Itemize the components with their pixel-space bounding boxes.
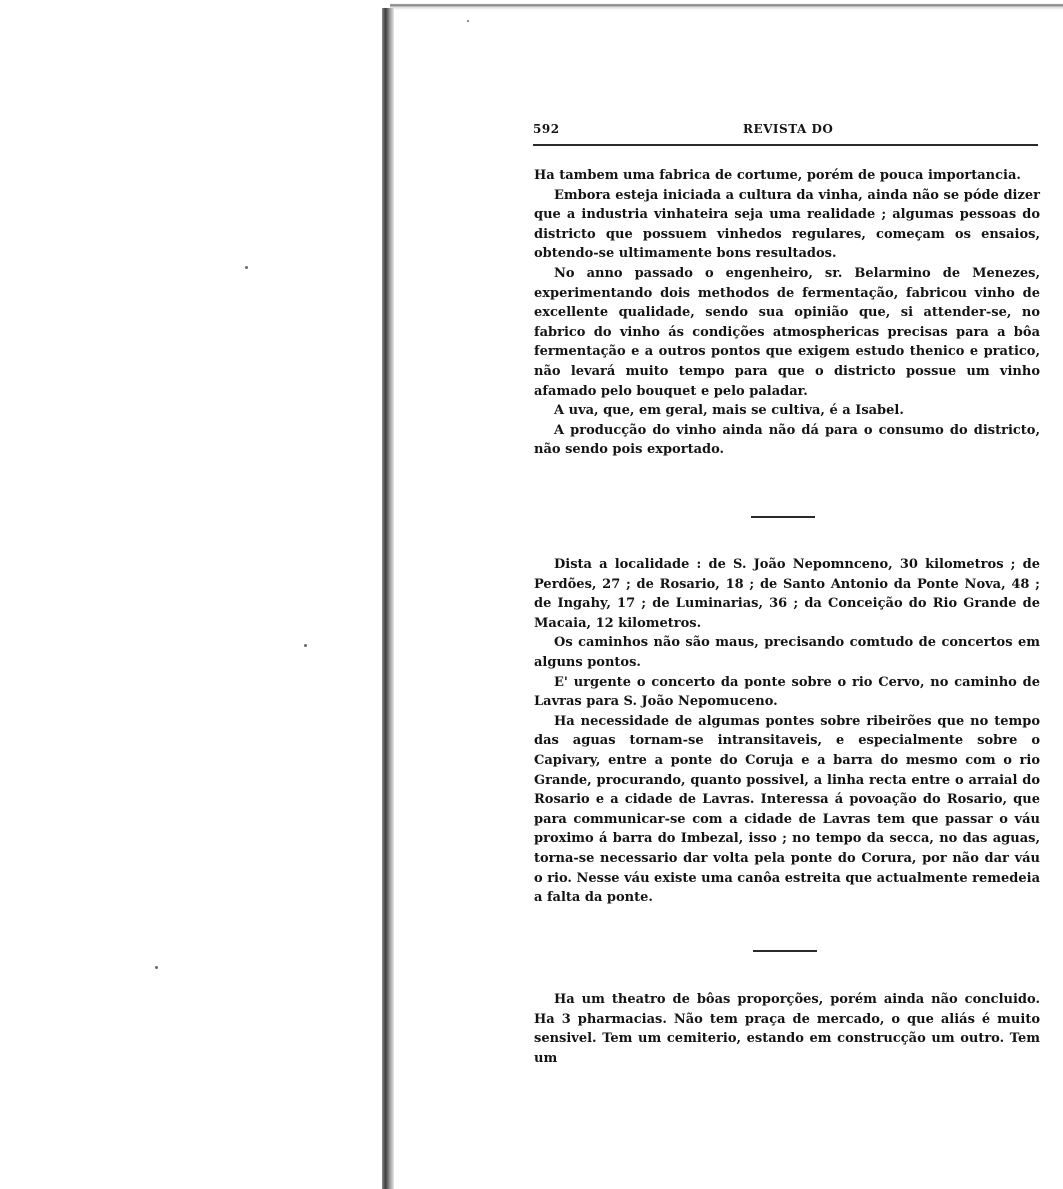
section-roads-distances	[534, 555, 1040, 908]
paragraph: Ha tambem uma fabrica de cortume, porém de pouca importancia.	[534, 168, 1021, 183]
section-divider	[751, 516, 815, 518]
page-number: 592	[533, 122, 560, 136]
paragraph: No anno passado o engenheiro, sr. Belarmino de Menezes, experimentando dois methodos de fermentação, fabricou vinho de excellente qualidade, sendo sua opinião que, si attender-se, no fabrico do vinho ás condições atmosphericas precisas para a bôa fermentação e a outros pontos que exigem estudo thenico e pratico, não levará muito tempo para que o districto possue um vinho afamado pelo bouquet e pelo paladar.	[534, 265, 1040, 399]
paper-speck	[467, 20, 469, 22]
paragraph: Ha um theatro de bôas proporções, porém ainda não concluido. Ha 3 pharmacias. Não tem praça de mercado, o que aliás é muito sensivel. Tem um cemiterio, estando em construcção um outro. Tem um	[534, 992, 1040, 1066]
book-binding-gutter	[382, 8, 394, 1189]
paragraph: Embora esteja iniciada a cultura da vinha, ainda não se póde dizer que a industria vinhateira seja uma realidade ; algumas pessoas do districto que possuem vinhedos regulares, começam os ensaios, obtendo-se ultimamente bons resultados.	[534, 187, 1040, 262]
left-facing-page	[0, 0, 380, 1189]
header-rule	[533, 144, 1038, 146]
paper-speck	[304, 644, 307, 647]
section-divider	[753, 950, 817, 952]
paragraph: A producção do vinho ainda não dá para o consumo do districto, não sendo pois exportado.	[534, 422, 1040, 458]
paragraph: A uva, que, em geral, mais se cultiva, é a Isabel.	[554, 403, 904, 419]
paper-speck	[155, 966, 158, 969]
paragraph: Ha necessidade de algumas pontes sobre ribeirões que no tempo das aguas tornam-se intransitaveis, e especialmente sobre o Capivary, entre a ponte do Coruja e a barra do mesmo com o rio Grande, procurando, quanto possivel, a linha recta entre o arraial do Rosario e a cidade de Lavras. Interessa á povoação do Rosario, que para communicar-se com a cidade de Lavras tem que passar o váu proximo á barra do Imbezal, isso ; no tempo da secca, no das aguas, torna-se necessario dar volta pela ponte do Corura, por não dar váu o rio. Nesse váu existe uma canôa estreita que actualmente remedeia a falta da ponte.	[534, 713, 1040, 906]
paragraph: E' urgente o concerto da ponte sobre o rio Cervo, no caminho de Lavras para S. João Nepomuceno.	[534, 674, 1040, 710]
paragraph: Dista a localidade : de S. João Nepomnceno, 30 kilometros ; de Perdões, 27 ; de Rosario, 18 ; de Santo Antonio da Ponte Nova, 48 ; de Ingahy, 17 ; de Luminarias, 36 ; da Conceição do Rio Grande de Macaia, 12 kilometros.	[534, 557, 1040, 631]
page-top-edge	[390, 0, 1063, 10]
page-header	[533, 122, 1038, 140]
section-wine-industry	[534, 166, 1040, 460]
paper-speck	[245, 266, 248, 269]
section-public-buildings	[534, 990, 1040, 1068]
running-title: REVISTA DO	[743, 122, 834, 136]
paragraph: Os caminhos não são maus, precisando comtudo de concertos em alguns pontos.	[534, 635, 1040, 670]
